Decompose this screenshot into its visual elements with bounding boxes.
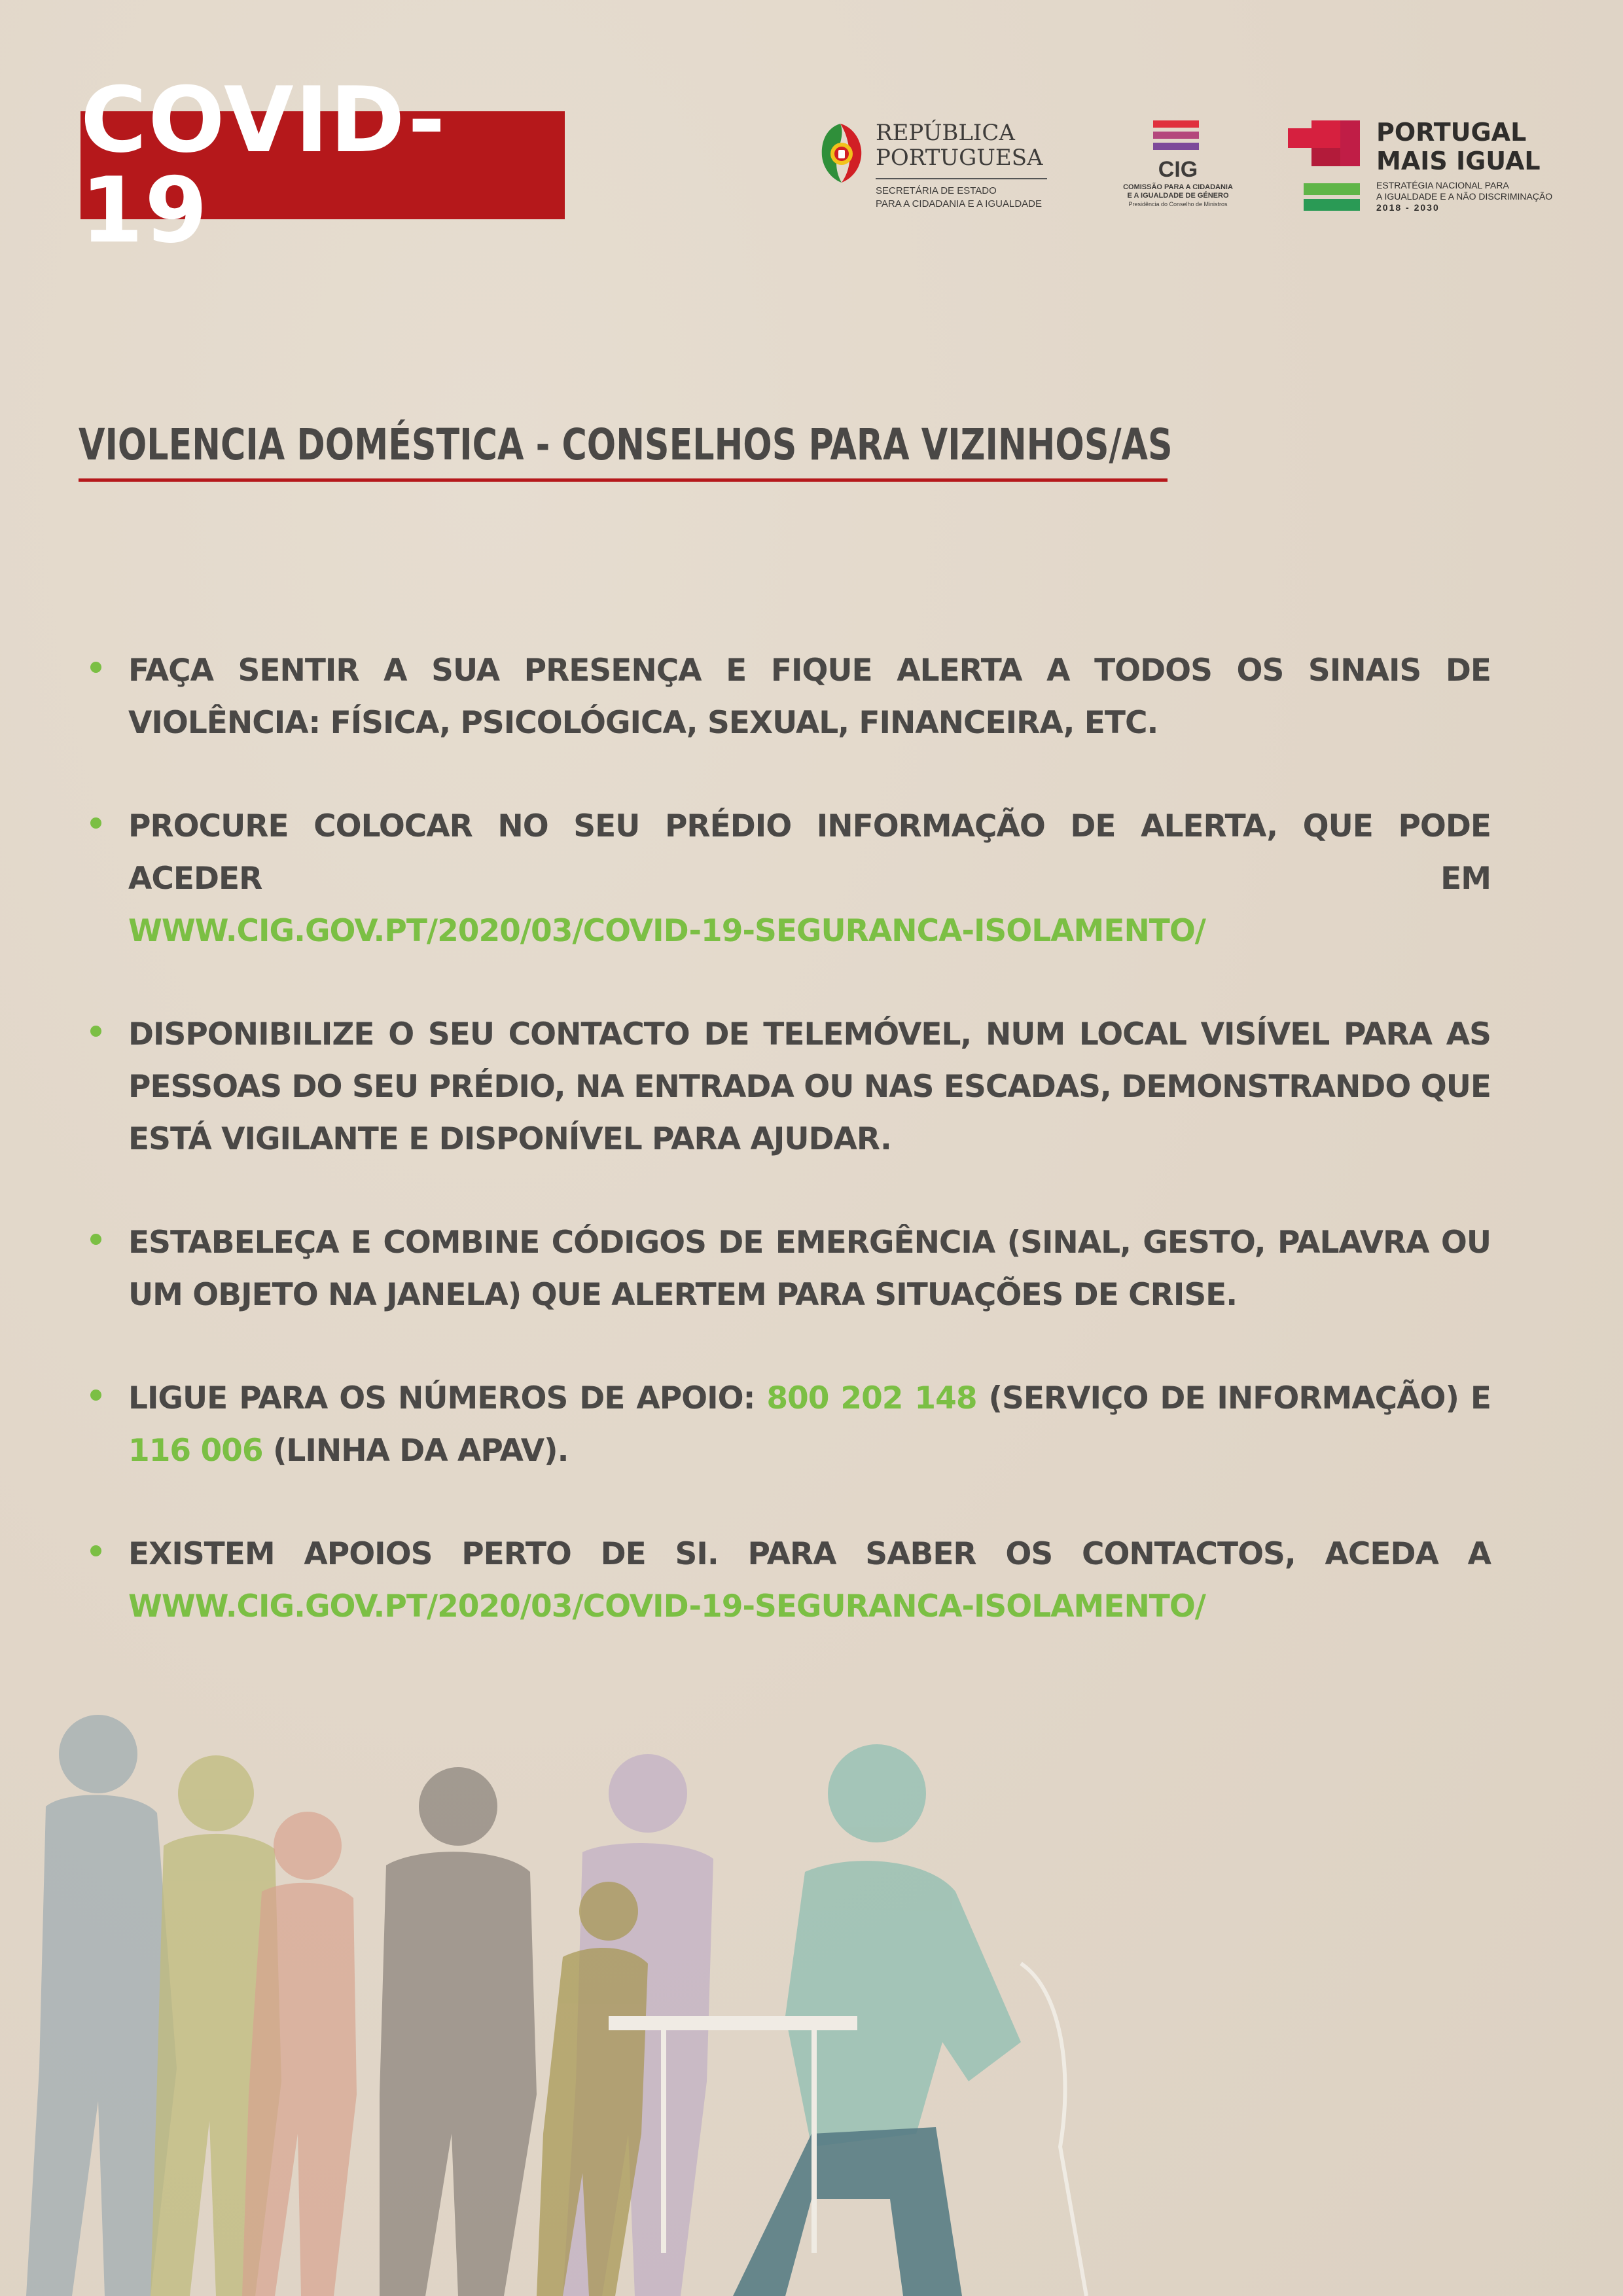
advice-text-main: PROCURE COLOCAR NO SEU PRÉDIO INFORMAÇÃO DE ALERTA, QUE PODE ACEDER EM [128, 808, 1491, 897]
advice-text [128, 1372, 1491, 1477]
bullet-icon [90, 817, 101, 829]
phone-text-after: (LINHA DA APAV). [262, 1433, 569, 1469]
cig-sub2: E A IGUALDADE DE GÉNERO [1127, 192, 1229, 200]
cig-name: CIG [1158, 157, 1198, 182]
republica-subtitle [876, 185, 1042, 211]
cig-link[interactable]: WWW.CIG.GOV.PT/2020/03/COVID-19-SEGURANCA-ISOLAMENTO/ [128, 913, 1205, 949]
republica-emblem-icon [818, 121, 864, 184]
portugal-mais-igual-mark-icon [1288, 120, 1360, 215]
cig-subtitle [1113, 183, 1243, 209]
cig-sub3: Presidência do Conselho de Ministros [1128, 201, 1228, 207]
pmi-subtitle [1376, 180, 1552, 213]
advice-link[interactable] [128, 905, 1491, 958]
figure-7-legs [733, 2127, 962, 2296]
title-block [79, 419, 1173, 482]
pmi-sub1: ESTRATÉGIA NACIONAL PARA [1376, 180, 1509, 190]
phone-number-apav[interactable]: 116 006 [128, 1433, 263, 1469]
bullet-icon [90, 1234, 101, 1245]
portugal-mais-igual-logo [1288, 118, 1553, 216]
advice-text [128, 1528, 1491, 1581]
phone-number-info-line[interactable]: 800 202 148 [766, 1380, 977, 1416]
covid-19-badge [80, 67, 565, 263]
republica-line1: REPÚBLICA [876, 120, 1015, 146]
list-item [85, 800, 1491, 958]
republica-sub2: PARA A CIDADANIA E A IGUALDADE [876, 198, 1042, 209]
cig-link[interactable]: WWW.CIG.GOV.PT/2020/03/COVID-19-SEGURANCA-ISOLAMENTO/ [128, 1588, 1205, 1624]
list-item [85, 645, 1491, 749]
advice-text-main: EXISTEM APOIOS PERTO DE SI. PARA SABER OS CONTACTOS, ACEDA A [128, 1536, 1491, 1572]
pmi-line2: MAIS IGUAL [1376, 147, 1541, 175]
phone-text-before: LIGUE PARA OS NÚMEROS DE APOIO: [128, 1380, 767, 1416]
figure-4 [380, 1767, 537, 2296]
advice-text: DISPONIBILIZE O SEU CONTACTO DE TELEMÓVEL, NUM LOCAL VISÍVEL PARA AS PESSOAS DO SEU PRÉDIO, NA ENTRADA OU NAS ESCADAS, DEMONSTRANDO QUE ESTÁ VIGILANTE E DISPONÍVEL PARA AJUDAR. [128, 1016, 1491, 1157]
advice-list [85, 645, 1491, 1684]
page-title: VIOLENCIA DOMÉSTICA - CONSELHOS PARA VIZINHOS/AS [79, 420, 1173, 470]
cig-logo [1113, 118, 1243, 216]
bullet-icon [90, 662, 101, 673]
table-leg-right [812, 2030, 817, 2253]
table-top [609, 2016, 857, 2030]
badge-text: COVID-19 [80, 67, 447, 263]
pmi-line1: PORTUGAL [1376, 118, 1527, 147]
list-item [85, 1009, 1491, 1166]
republica-sub1: SECRETÁRIA DE ESTADO [876, 185, 997, 196]
pmi-sub2: A IGUALDADE E A NÃO DISCRIMINAÇÃO [1376, 191, 1553, 202]
list-item [85, 1217, 1491, 1321]
bullet-icon [90, 1026, 101, 1037]
republica-line2: PORTUGUESA [876, 145, 1043, 171]
republica-portuguesa-logo [818, 118, 1054, 216]
advice-text: ESTABELEÇA E COMBINE CÓDIGOS DE EMERGÊNCIA (SINAL, GESTO, PALAVRA OU UM OBJETO NA JANELA) QUE ALERTEM PARA SITUAÇÕES DE CRISE. [128, 1225, 1491, 1313]
people-silhouettes-illustration [0, 1676, 1178, 2296]
bullet-icon [90, 1545, 101, 1556]
bullet-icon [90, 1390, 101, 1401]
pmi-name [1376, 118, 1541, 175]
logo-divider [876, 178, 1047, 179]
figure-7 [785, 1744, 1021, 2147]
title-underline [79, 478, 1168, 482]
phone-text-middle: (SERVIÇO DE INFORMAÇÃO) E [976, 1380, 1491, 1416]
pmi-sub3: 2018 - 2030 [1376, 202, 1440, 213]
cig-bars-icon [1153, 120, 1199, 154]
table-leg-left [661, 2030, 666, 2253]
cig-sub1: COMISSÃO PARA A CIDADANIA [1123, 183, 1233, 191]
advice-text [128, 800, 1491, 905]
list-item [85, 1372, 1491, 1477]
advice-link[interactable] [128, 1581, 1491, 1633]
advice-text: FAÇA SENTIR A SUA PRESENÇA E FIQUE ALERTA A TODOS OS SINAIS DE VIOLÊNCIA: FÍSICA, PSICOLÓGICA, SEXUAL, FINANCEIRA, ETC. [128, 653, 1491, 741]
list-item [85, 1528, 1491, 1633]
republica-name [876, 120, 1043, 170]
chair-outline [1021, 1964, 1086, 2296]
